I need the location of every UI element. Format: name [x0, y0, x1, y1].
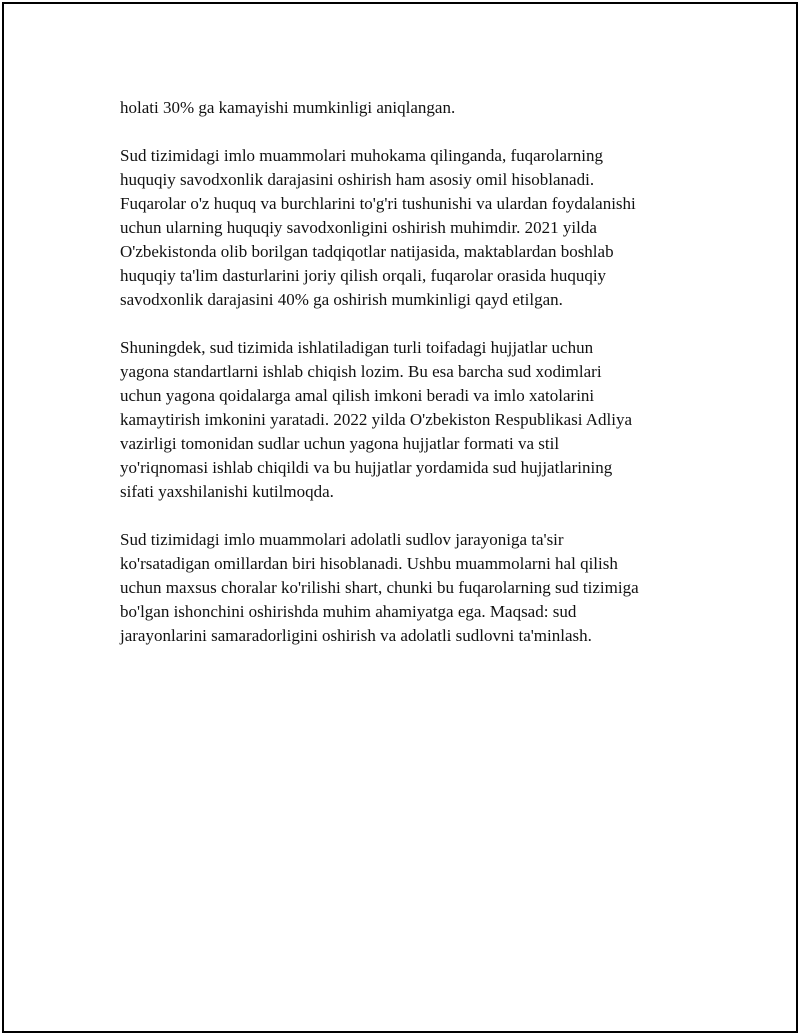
document-body — [120, 96, 700, 672]
paragraph-continuation: holati 30% ga kamayishi mumkinligi aniqlangan. — [120, 98, 456, 117]
document-page — [2, 2, 798, 1033]
paragraph-legal-literacy: Sud tizimidagi imlo muammolari muhokama qilinganda, fuqarolarning huquqiy savodxonlik darajasini oshirish ham asosiy omil hisoblanadi. Fuqarolar o'z huquq va burchlarini to'g'ri tushunishi va ulardan foydalanishi uchun ularning huquqiy savodxonligini oshirish muhimdir. 2021 yilda O'zbekistonda olib borilgan tadqiqotlar natijasida, maktablardan boshlab huquqiy ta'lim dasturlarini joriy qilish orqali, fuqarolar orasida huquqiy savodxonlik darajasini 40% ga oshirish mumkinligi qayd etilgan. — [120, 146, 636, 309]
paragraph-document-standards: Shuningdek, sud tizimida ishlatiladigan turli toifadagi hujjatlar uchun yagona standartlarni ishlab chiqish lozim. Bu esa barcha sud xodimlari uchun yagona qoidalarga amal qilish imkoni beradi va imlo xatolarini kamaytirish imkonini yaratadi. 2022 yilda O'zbekiston Respublikasi Adliya vazirligi tomonidan sudlar uchun yagona hujjatlar formati va stil yo'riqnomasi ishlab chiqildi va bu hujjatlar yordamida sud hujjatlarining sifati yaxshilanishi kutilmoqda. — [120, 338, 633, 501]
paragraph-conclusion: Sud tizimidagi imlo muammolari adolatli sudlov jarayoniga ta'sir ko'rsatadigan omillardan biri hisoblanadi. Ushbu muammolarni hal qilish uchun maxsus choralar ko'rilishi shart, chunki bu fuqarolarning sud tizimiga bo'lgan ishonchini oshirishda muhim ahamiyatga ega. Maqsad: sud jarayonlarini samaradorligini oshirish va adolatli sudlovni ta'minlash. — [120, 530, 639, 645]
